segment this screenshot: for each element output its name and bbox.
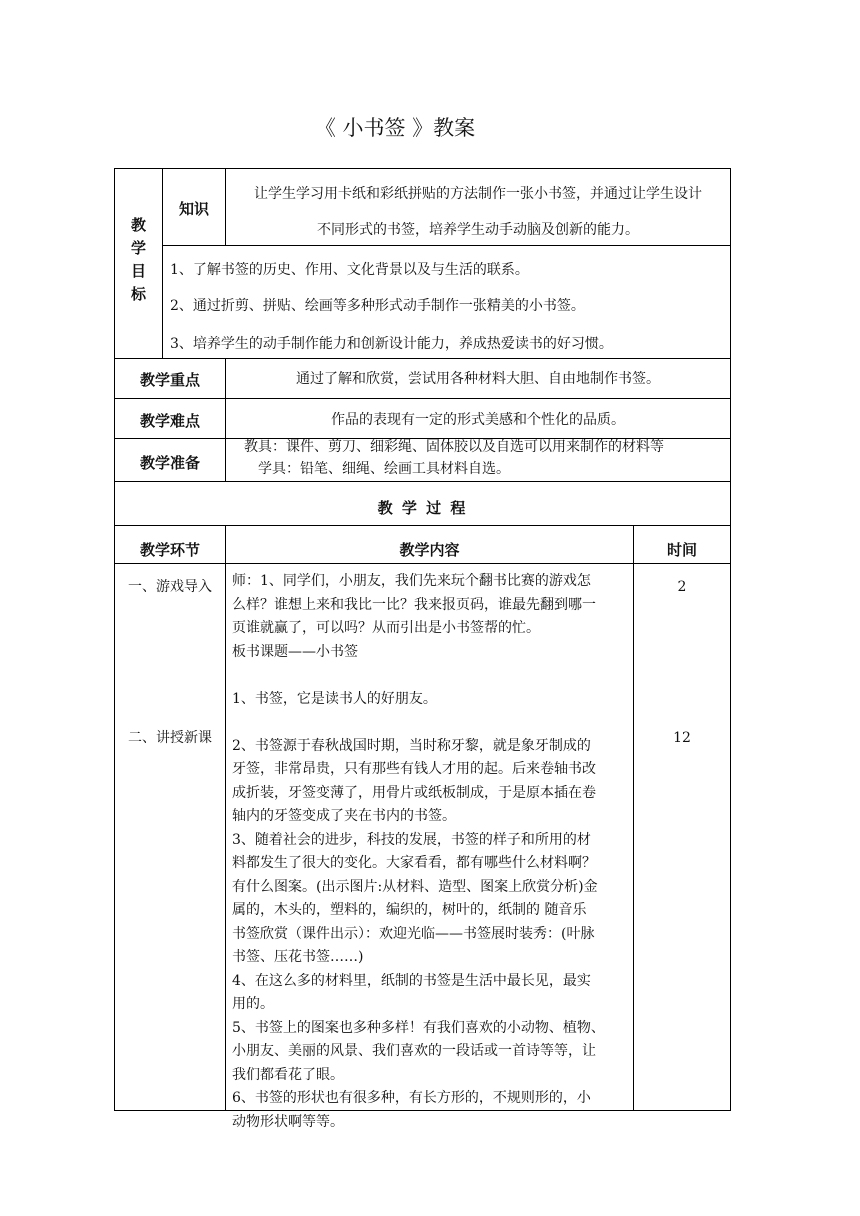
goal-item-1: 1、了解书签的历史、作用、文化背景以及与生活的联系。: [170, 262, 529, 278]
objectives-label: 教 学 目 标: [130, 216, 146, 303]
stage-2: 二、讲授新课: [128, 730, 212, 746]
difficulty-label: 教学难点: [139, 412, 200, 430]
process-content: [232, 570, 630, 1134]
time-2: 12: [673, 730, 691, 746]
content-line: 2、书签源于春秋战国时期，当时称牙黎，就是象牙制成的: [232, 737, 591, 754]
content-line: 师：1、同学们，小朋友，我们先来玩个翻书比赛的游戏怎: [232, 573, 591, 589]
process-heading: 教 学 过 程: [377, 499, 468, 517]
content-line: 书签欣赏（课件出示）：欢迎光临——书签展时装秀：(叶脉: [232, 925, 595, 942]
knowledge-line-2: 不同形式的书签，培养学生动手动脑及创新的能力。: [317, 222, 639, 238]
content-line: 页谁就赢了，可以吗？从而引出是小书签帮的忙。: [232, 620, 540, 636]
column-header-time: 时间: [666, 541, 697, 559]
knowledge-line-1: 让学生学习用卡纸和彩纸拼贴的方法制作一张小书签，并通过让学生设计: [254, 186, 702, 202]
key-point-text: 通过了解和欣赏，尝试用各种材料大胆、自由地制作书签。: [296, 371, 660, 387]
content-line: 么样？谁想上来和我比一比？我来报页码，谁最先翻到哪一: [232, 596, 596, 613]
content-line: 书签、压花书签……): [232, 949, 364, 965]
difficulty-text: 作品的表现有一定的形式美感和个性化的品质。: [331, 412, 625, 428]
content-line: 小朋友、美丽的风景、我们喜欢的一段话或一首诗等等，让: [232, 1043, 596, 1059]
goal-item-2: 2、通过折剪、拼贴、绘画等多种形式动手制作一张精美的小书签。: [170, 298, 585, 314]
goal-item-3: 3、培养学生的动手制作能力和创新设计能力，养成热爱读书的好习惯。: [170, 336, 613, 352]
column-header-content: 教学内容: [399, 541, 460, 559]
content-line: 4、在这么多的材料里，纸制的书签是生活中最长见，最实: [232, 972, 591, 989]
content-line: [232, 711, 630, 735]
preparation-label: 教学准备: [139, 454, 200, 472]
content-line: 动物形状啊等等。: [232, 1113, 344, 1130]
content-line: 有什么图案。(出示图片:从材料、造型、图案上欣赏分析)金: [232, 878, 598, 895]
preparation-teacher-tools: 教具：课件、剪刀、细彩绳、固体胶以及自选可以用来制作的材料等: [244, 439, 664, 455]
key-point-label: 教学重点: [139, 371, 200, 389]
preparation-student-tools: 学具：铅笔、细绳、绘画工具材料自选。: [258, 461, 510, 477]
document-title: 《 小书签 》教案: [314, 116, 476, 140]
content-line: 属的，木头的，塑料的，编织的，树叶的，纸制的 随音乐: [232, 902, 587, 918]
column-header-stage: 教学环节: [139, 541, 200, 559]
time-1: 2: [677, 579, 687, 595]
content-line: 板书课题——小书签: [232, 643, 358, 660]
content-line: 1、书签，它是读书人的好朋友。: [232, 690, 437, 707]
content-line: 轴内的牙签变成了夹在书内的书签。: [232, 808, 456, 824]
content-line: 3、随着社会的进步，科技的发展，书签的样子和所用的材: [232, 831, 591, 848]
content-line: 成折装，牙签变薄了，用骨片或纸板制成，于是原本插在卷: [232, 784, 596, 801]
content-line: 5、书签上的图案也多种多样！有我们喜欢的小动物、植物、: [232, 1019, 605, 1036]
content-line: 6、书签的形状也有很多种，有长方形的，不规则形的，小: [232, 1090, 591, 1106]
stage-1: 一、游戏导入: [128, 579, 212, 595]
content-line: 我们都看花了眼。: [232, 1066, 344, 1083]
content-line: 用的。: [232, 996, 274, 1012]
knowledge-label: 知识: [178, 200, 209, 218]
content-line: 牙签，非常昂贵，只有那些有钱人才用的起。后来卷轴书改: [232, 761, 596, 777]
content-line: [232, 664, 630, 688]
content-line: 料都发生了很大的变化。大家看看，都有哪些什么材料啊？: [232, 855, 596, 871]
